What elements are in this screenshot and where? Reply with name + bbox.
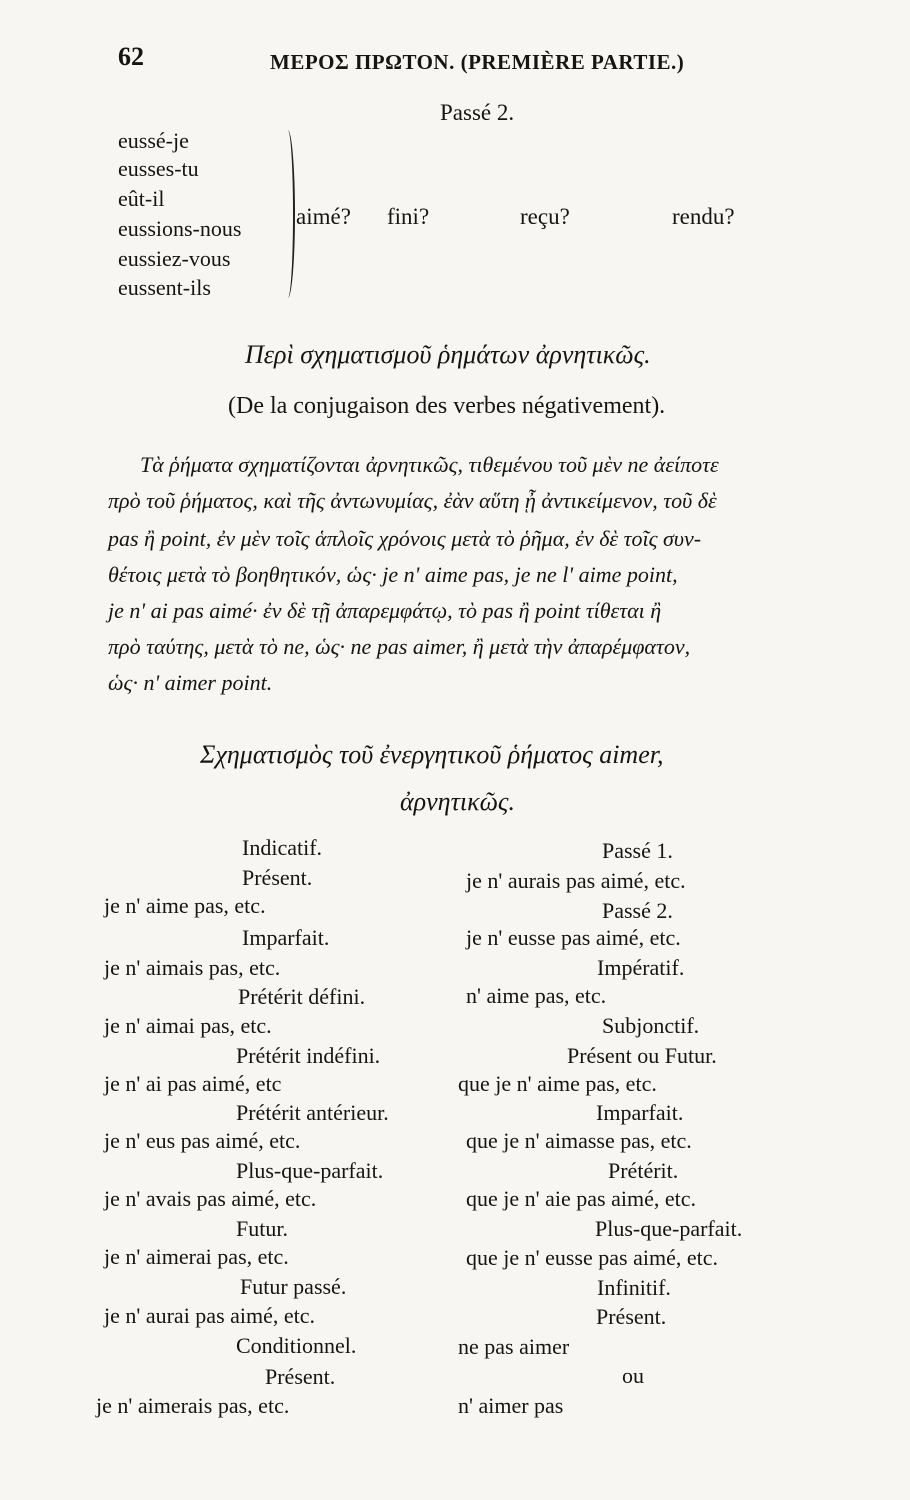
left-head-futur: Futur. — [236, 1216, 288, 1241]
left-text-preterit-anterieur: je n' eus pas aimé, etc. — [104, 1128, 301, 1153]
right-head-preterit: Prétérit. — [608, 1158, 679, 1183]
right-head-passe1: Passé 1. — [602, 838, 673, 863]
conjugation-heading-2: ἀρνητικῶς. — [400, 787, 515, 816]
right-text-imperatif: n' aime pas, etc. — [466, 983, 607, 1008]
participle-aime: aimé? — [296, 204, 351, 229]
right-head-imparfait: Imparfait. — [596, 1100, 684, 1125]
paragraph-line-3: pas ἢ point, ἐν μὲν τοῖς ἁπλοῖς χρόνοις μετὰ τὸ ῥῆμα, ἐν δὲ τοῖς συν- — [108, 526, 702, 551]
passe2-title: Passé 2. — [440, 100, 515, 125]
left-head-preterit-anterieur: Prétérit antérieur. — [236, 1100, 389, 1125]
left-head-plus-que-parfait: Plus-que-parfait. — [236, 1158, 384, 1183]
paragraph-line-2: πρὸ τοῦ ῥήματος, καὶ τῆς ἀντωνυμίας, ἐὰν αὕτη ᾖ ἀντικείμενον, τοῦ δὲ — [108, 488, 717, 513]
right-text-passe1: je n' aurais pas aimé, etc. — [466, 868, 686, 893]
left-head-preterit-defini: Prétérit défini. — [238, 984, 366, 1009]
left-text-conditionnel-present: je n' aimerais pas, etc. — [96, 1393, 290, 1418]
section-greek-heading: Περὶ σχηματισμοῦ ῥημάτων ἀρνητικῶς. — [245, 340, 651, 369]
participle-fini: fini? — [387, 204, 430, 229]
right-text-infinitif-present: ne pas aimer — [458, 1334, 570, 1359]
right-text-ou: ou — [622, 1363, 644, 1388]
brace — [277, 130, 295, 298]
left-head-imparfait: Imparfait. — [242, 925, 330, 950]
page-number: 62 — [118, 42, 144, 71]
section-french-heading: (De la conjugaison des verbes négativement). — [228, 393, 666, 419]
right-head-present-ou-futur: Présent ou Futur. — [567, 1043, 717, 1068]
right-head-imperatif: Impératif. — [597, 955, 685, 980]
right-head-plus-que-parfait: Plus-que-parfait. — [595, 1216, 743, 1241]
paragraph-line-4: θέτοις μετὰ τὸ βοηθητικόν, ὡς· je n' aime pas, je ne l' aime point, — [108, 562, 678, 587]
right-text-passe2: je n' eusse pas aimé, etc. — [466, 925, 681, 950]
running-header: ΜΕΡΟΣ ΠΡΩΤΟΝ. (PREMIÈRE PARTIE.) — [270, 50, 685, 74]
pronoun-4: eussions-nous — [118, 216, 242, 241]
right-text-plus-que-parfait: que je n' eusse pas aimé, etc. — [466, 1245, 718, 1270]
right-head-subjonctif: Subjonctif. — [602, 1013, 700, 1038]
paragraph-line-7: ὡς· n' aimer point. — [108, 670, 273, 695]
participle-recu: reçu? — [520, 204, 570, 229]
participle-rendu: rendu? — [672, 204, 735, 229]
pronoun-1: eussé-je — [118, 128, 189, 153]
right-text-n-aimer-pas: n' aimer pas — [458, 1393, 564, 1418]
left-text-preterit-indefini: je n' ai pas aimé, etc — [104, 1071, 282, 1096]
pronoun-2: eusses-tu — [118, 156, 199, 181]
right-text-preterit: que je n' aie pas aimé, etc. — [466, 1186, 696, 1211]
left-text-futur: je n' aimerai pas, etc. — [104, 1244, 289, 1269]
left-head-indicatif: Indicatif. — [242, 835, 323, 860]
left-head-preterit-indefini: Prétérit indéfini. — [236, 1043, 381, 1068]
right-text-present-ou-futur: que je n' aime pas, etc. — [458, 1071, 657, 1096]
left-text-present: je n' aime pas, etc. — [104, 893, 266, 918]
left-head-conditionnel-present: Présent. — [265, 1364, 336, 1389]
left-head-conditionnel: Conditionnel. — [236, 1333, 357, 1358]
conjugation-heading: Σχηματισμὸς τοῦ ἐνεργητικοῦ ῥήματος aimer, — [200, 740, 664, 769]
right-head-passe2: Passé 2. — [602, 898, 673, 923]
pronoun-5: eussiez-vous — [118, 246, 231, 271]
right-head-infinitif: Infinitif. — [597, 1275, 671, 1300]
left-text-preterit-defini: je n' aimai pas, etc. — [104, 1013, 272, 1038]
left-head-futur-passe: Futur passé. — [240, 1274, 347, 1299]
pronoun-6: eussent-ils — [118, 275, 211, 300]
paragraph-line-1: Τὰ ῥήματα σχηματίζονται ἀρνητικῶς, τιθεμένου τοῦ μὲν ne ἀείποτε — [140, 452, 719, 477]
pronoun-3: eût-il — [118, 186, 165, 211]
left-head-present: Présent. — [242, 865, 313, 890]
left-text-futur-passe: je n' aurai pas aimé, etc. — [104, 1303, 316, 1328]
right-text-imparfait: que je n' aimasse pas, etc. — [466, 1128, 692, 1153]
paragraph-line-6: πρὸ ταύτης, μετὰ τὸ ne, ὡς· ne pas aimer, ἢ μετὰ τὴν ἀπαρέμφατον, — [108, 634, 691, 659]
paragraph-line-5: je n' ai pas aimé· ἐν δὲ τῇ ἀπαρεμφάτῳ, τὸ pas ἢ point τίθεται ἢ — [108, 598, 662, 623]
left-text-plus-que-parfait: je n' avais pas aimé, etc. — [104, 1186, 317, 1211]
right-head-infinitif-present: Présent. — [596, 1304, 667, 1329]
left-text-imparfait: je n' aimais pas, etc. — [104, 955, 281, 980]
